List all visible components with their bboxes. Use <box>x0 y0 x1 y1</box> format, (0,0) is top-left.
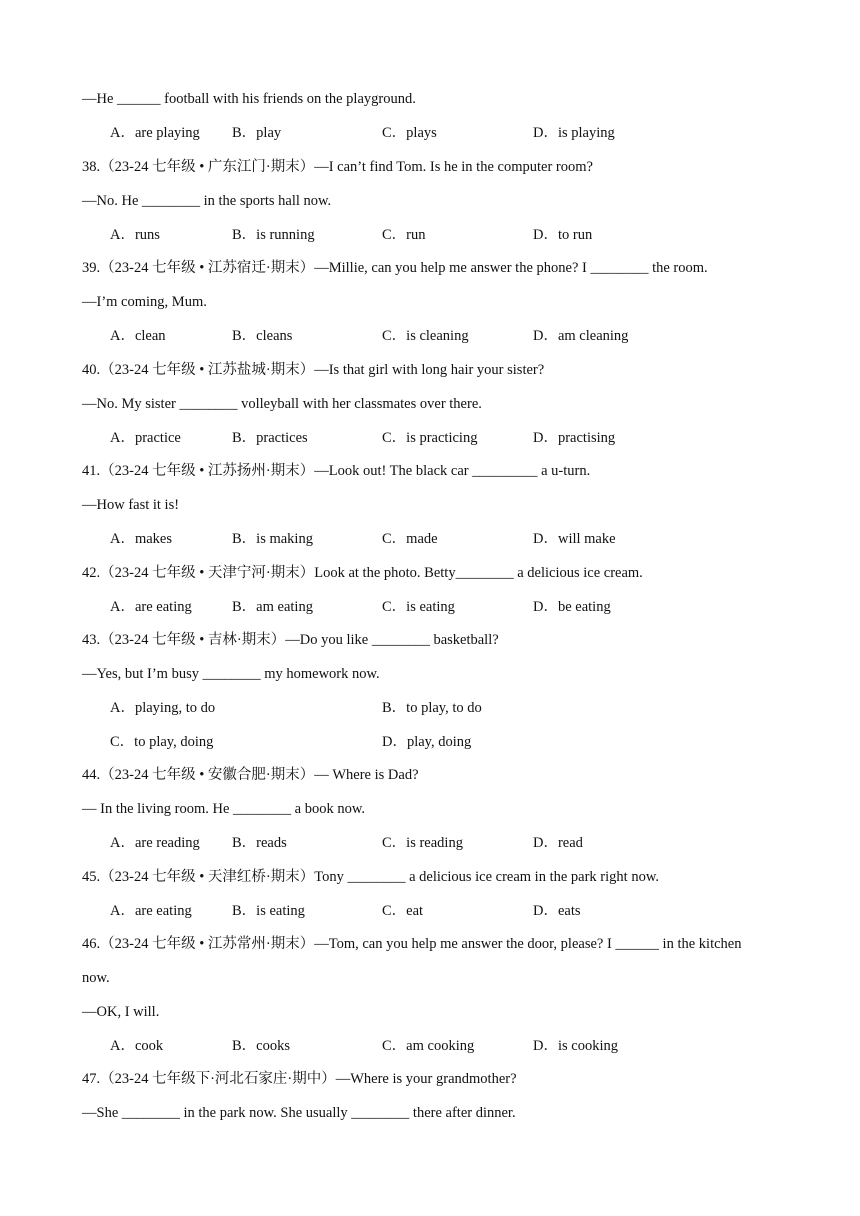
q41-option-c: C．made <box>382 531 438 547</box>
q44-answer-line: — In the living room. He ________ a book now. <box>82 801 365 817</box>
q41-option-a: A．makes <box>110 531 173 547</box>
q39-option-c: C．is cleaning <box>382 328 469 344</box>
q44-question: 44.（23-24 七年级 • 安徽合肥·期末）— Where is Dad? <box>82 767 419 783</box>
q41-option-b: B．is making <box>232 531 313 547</box>
q40-option-a: A．practice <box>110 430 181 446</box>
q37-option-c: C．plays <box>382 125 437 141</box>
q43-question: 43.（23-24 七年级 • 吉林·期末）—Do you like ________ basketball? <box>82 632 499 648</box>
q43-option-c: C．to play, doing <box>110 734 214 750</box>
q46-option-b: B．cooks <box>232 1038 290 1054</box>
q42-option-a: A．are eating <box>110 599 192 615</box>
q44-option-a: A．are reading <box>110 835 200 851</box>
q42-option-d: D．be eating <box>533 599 611 615</box>
q43-option-a: A．playing, to do <box>110 700 216 716</box>
q44-option-d: D．read <box>533 835 583 851</box>
q40-option-c: C．is practicing <box>382 430 478 446</box>
q39-option-d: D．am cleaning <box>533 328 629 344</box>
q42-option-c: C．is eating <box>382 599 455 615</box>
q40-option-d: D．practising <box>533 430 616 446</box>
q39-question: 39.（23-24 七年级 • 江苏宿迁·期末）—Millie, can you help me answer the phone? I ________ the room. <box>82 260 708 276</box>
q45-option-c: C．eat <box>382 903 424 919</box>
q46-option-d: D．is cooking <box>533 1038 618 1054</box>
q40-question: 40.（23-24 七年级 • 江苏盐城·期末）—Is that girl with long hair your sister? <box>82 362 545 378</box>
q42-option-b: B．am eating <box>232 599 313 615</box>
q42-question: 42.（23-24 七年级 • 天津宁河·期末）Look at the photo. Betty________ a delicious ice cream. <box>82 565 643 581</box>
q46-option-a: A．cook <box>110 1038 164 1054</box>
q45-option-d: D．eats <box>533 903 581 919</box>
q37-option-a: A．are playing <box>110 125 200 141</box>
q43-answer-line: —Yes, but I’m busy ________ my homework now. <box>82 666 380 682</box>
q37-option-b: B．play <box>232 125 282 141</box>
q43-option-d: D．play, doing <box>382 734 472 750</box>
q38-option-c: C．run <box>382 227 426 243</box>
q40-answer-line: —No. My sister ________ volleyball with her classmates over there. <box>82 396 482 412</box>
q38-option-d: D．to run <box>533 227 593 243</box>
q47-question: 47.（23-24 七年级下·河北石家庄·期中）—Where is your grandmother? <box>82 1071 517 1087</box>
q45-option-b: B．is eating <box>232 903 305 919</box>
q46-option-c: C．am cooking <box>382 1038 475 1054</box>
q38-question: 38.（23-24 七年级 • 广东江门·期末）—I can’t find Tom. Is he in the computer room? <box>82 159 593 175</box>
q46-question: 46.（23-24 七年级 • 江苏常州·期末）—Tom, can you help me answer the door, please? I ______ in the kitchen <box>82 936 742 952</box>
q40-option-b: B．practices <box>232 430 308 446</box>
q41-option-d: D．will make <box>533 531 616 547</box>
q46-question-continued: now. <box>82 970 110 986</box>
q37-answer-line: —He ______ football with his friends on the playground. <box>82 91 416 107</box>
q46-answer-line: —OK, I will. <box>82 1004 160 1020</box>
q44-option-c: C．is reading <box>382 835 463 851</box>
q38-answer-line: —No. He ________ in the sports hall now. <box>82 193 332 209</box>
q47-answer-line: —She ________ in the park now. She usually ________ there after dinner. <box>82 1105 516 1121</box>
q43-option-b: B．to play, to do <box>382 700 482 716</box>
q45-option-a: A．are eating <box>110 903 192 919</box>
q39-option-a: A．clean <box>110 328 166 344</box>
q41-question: 41.（23-24 七年级 • 江苏扬州·期末）—Look out! The black car _________ a u-turn. <box>82 463 591 479</box>
q37-option-d: D．is playing <box>533 125 615 141</box>
q38-option-a: A．runs <box>110 227 160 243</box>
q39-option-b: B．cleans <box>232 328 293 344</box>
q41-answer-line: —How fast it is! <box>82 497 180 513</box>
q39-answer-line: —I’m coming, Mum. <box>82 294 207 310</box>
q38-option-b: B．is running <box>232 227 315 243</box>
q45-question: 45.（23-24 七年级 • 天津红桥·期末）Tony ________ a delicious ice cream in the park right now. <box>82 869 659 885</box>
q44-option-b: B．reads <box>232 835 287 851</box>
